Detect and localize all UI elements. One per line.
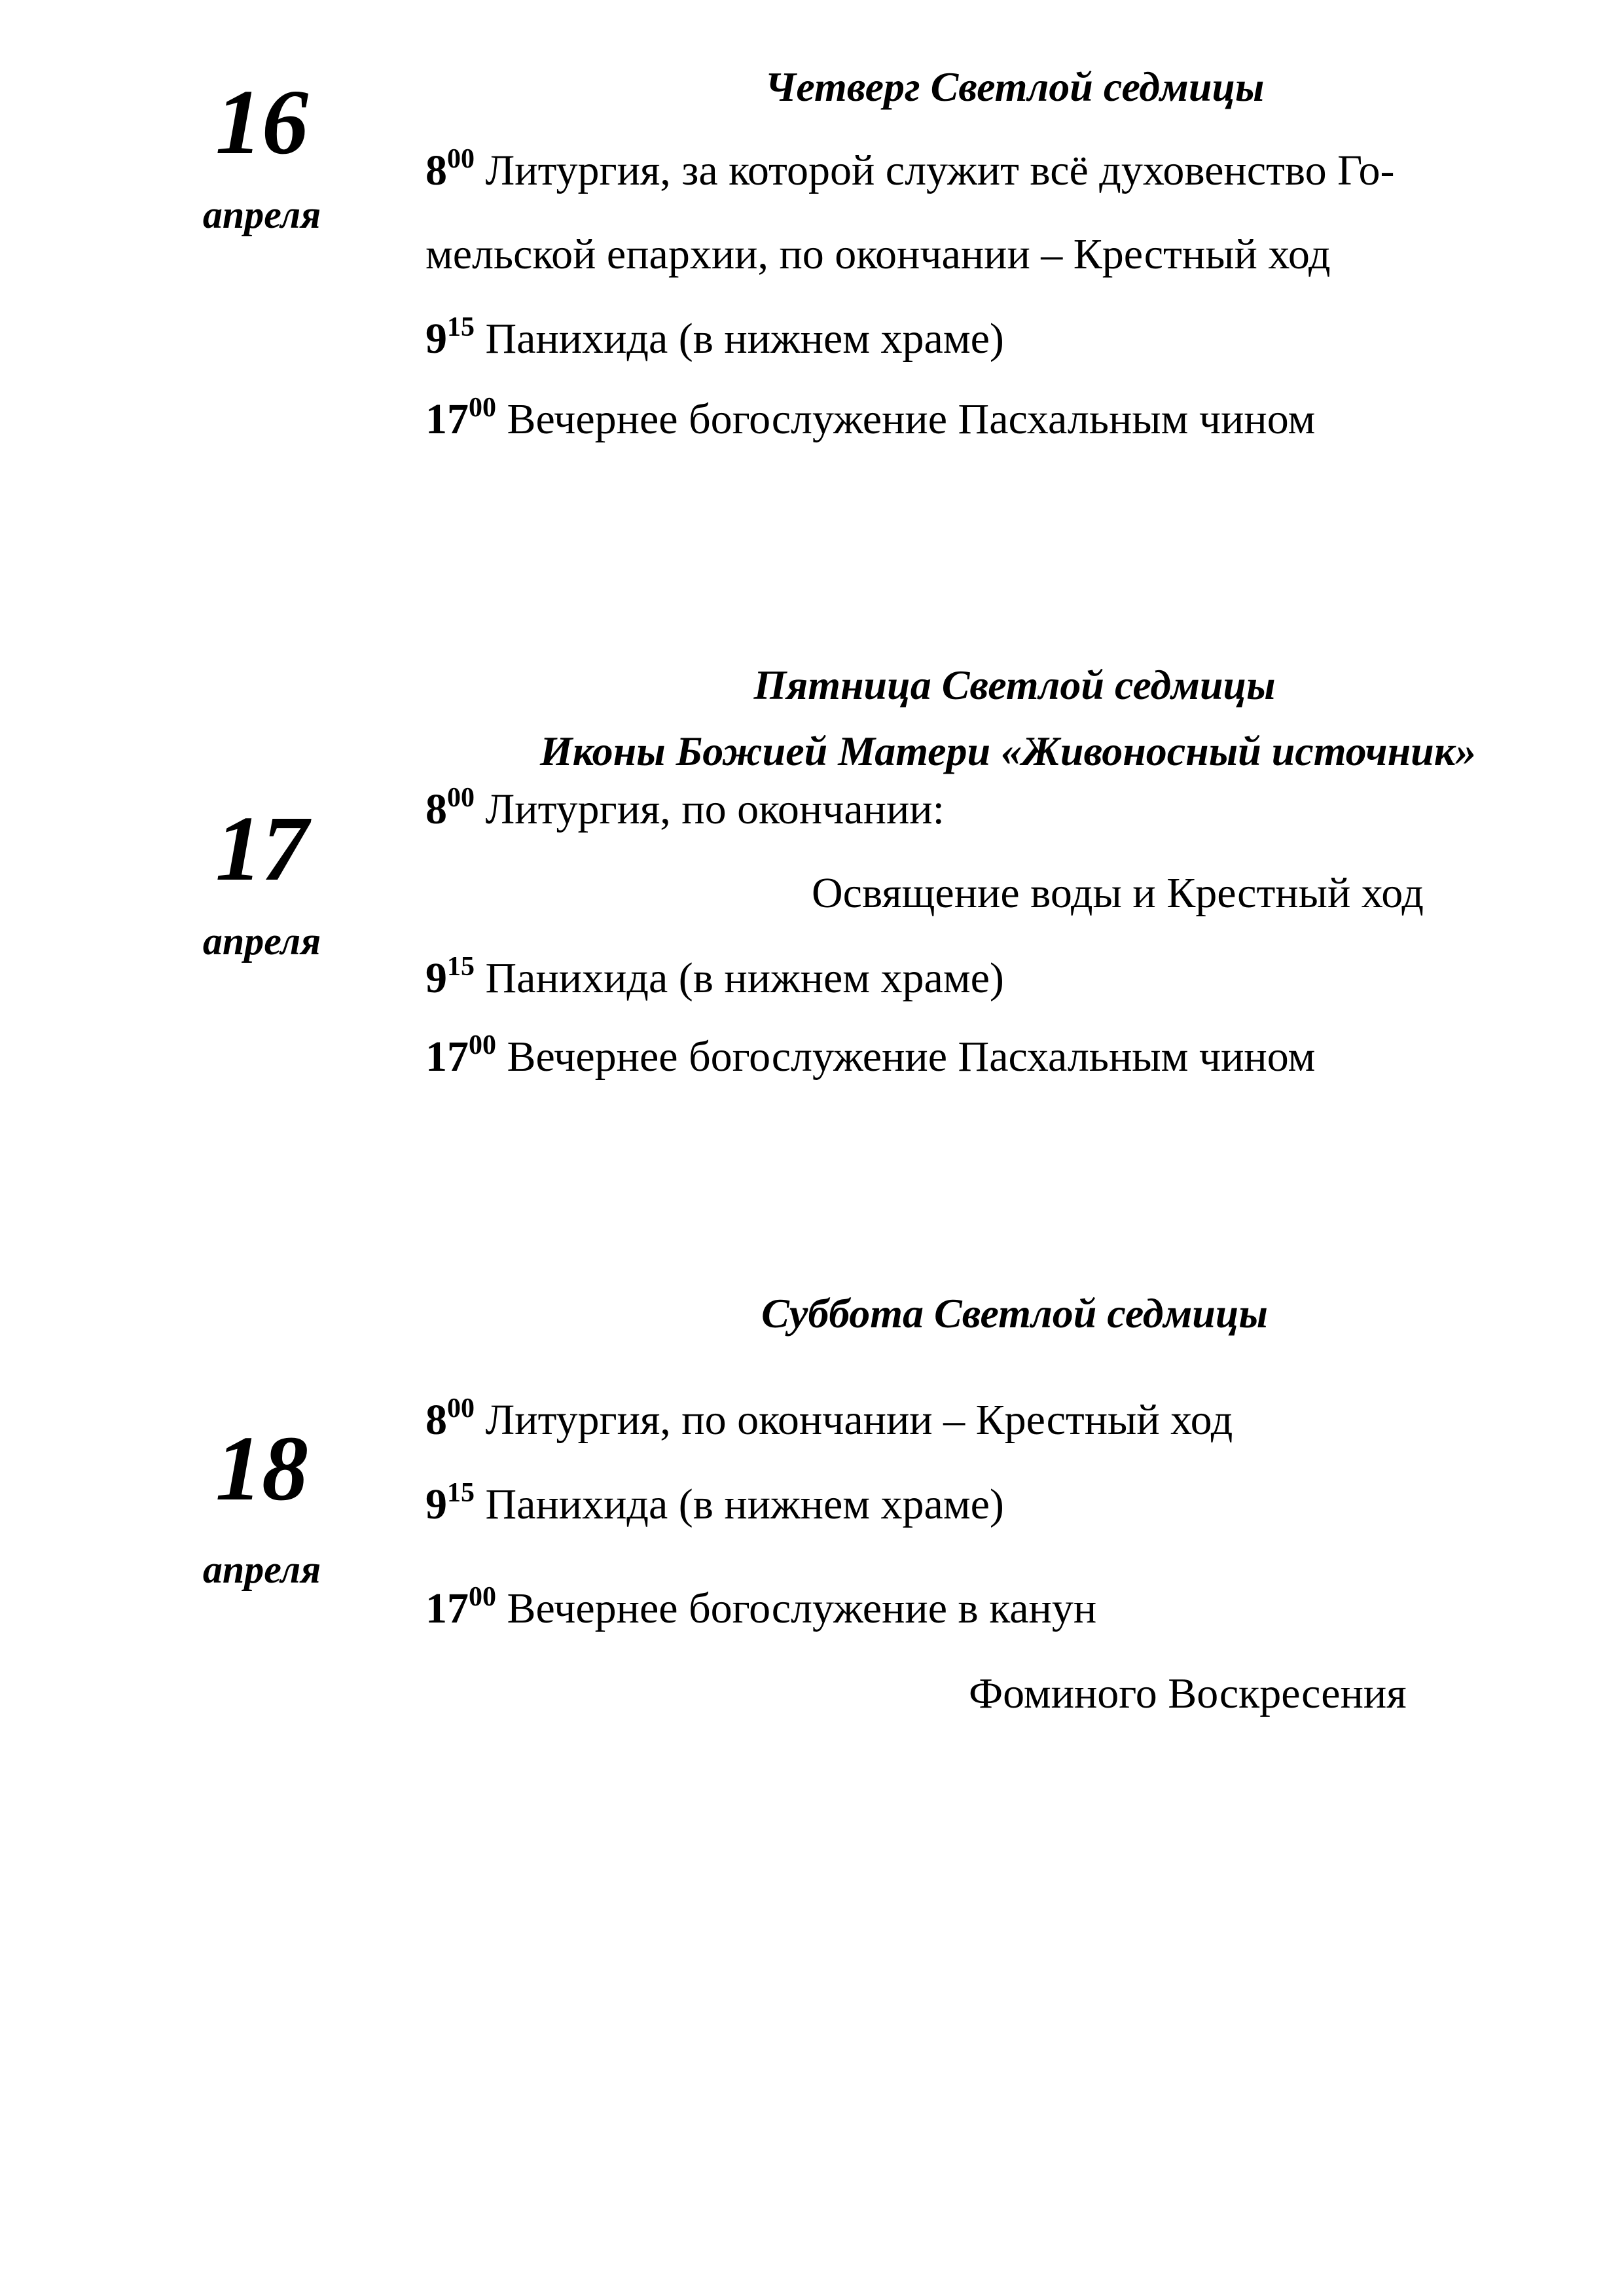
- service-minute: 15: [447, 952, 475, 982]
- day-heading: Суббота Светлой седмицы: [761, 1290, 1268, 1336]
- service-minute: 00: [469, 1030, 496, 1060]
- day-heading-feast: Иконы Божией Матери «Живоносный источник»: [539, 728, 1477, 774]
- service-line: [425, 952, 1004, 1002]
- service-line: [425, 393, 1316, 443]
- service-line: [425, 1030, 1316, 1081]
- service-text: Литургия, за которой служит всё духовенство Го-: [485, 147, 1395, 194]
- service-text: Литургия, по окончании:: [485, 785, 945, 833]
- service-line: [425, 312, 1004, 363]
- service-minute: 00: [447, 144, 475, 174]
- day-number: 17: [215, 797, 308, 900]
- service-text: Вечернее богослужение Пасхальным чином: [507, 395, 1316, 443]
- service-hour: 17: [425, 395, 469, 443]
- service-line-continuation: Фоминого Воскресения: [969, 1670, 1407, 1717]
- service-hour: 8: [425, 1396, 447, 1444]
- service-text: Панихида (в нижнем храме): [485, 954, 1004, 1002]
- service-line-continuation: мельской епархии, по окончании – Крестный ход: [425, 230, 1331, 278]
- service-text: Вечернее богослужение Пасхальным чином: [507, 1033, 1316, 1081]
- service-hour: 17: [425, 1033, 469, 1081]
- service-line: [425, 1478, 1004, 1528]
- day-number: 16: [215, 70, 308, 173]
- service-text: Вечернее богослужение в канун: [507, 1585, 1097, 1632]
- service-minute: 00: [447, 1393, 475, 1424]
- day-month: апреля: [202, 1548, 321, 1591]
- service-hour: 9: [425, 954, 447, 1002]
- service-line-continuation: Освящение воды и Крестный ход: [812, 869, 1424, 917]
- day-month: апреля: [202, 193, 321, 236]
- service-line: [425, 1393, 1233, 1444]
- service-hour: 8: [425, 147, 447, 194]
- service-text: Литургия, по окончании – Крестный ход: [485, 1396, 1233, 1444]
- service-minute: 00: [469, 393, 496, 423]
- day-heading: Пятница Светлой седмицы: [753, 662, 1276, 708]
- service-hour: 17: [425, 1585, 469, 1632]
- service-text: Панихида (в нижнем храме): [485, 315, 1004, 363]
- day-heading: Четверг Светлой седмицы: [765, 63, 1265, 110]
- service-minute: 00: [447, 783, 475, 813]
- service-minute: 15: [447, 312, 475, 342]
- day-month: апреля: [202, 920, 321, 963]
- service-hour: 9: [425, 1480, 447, 1528]
- service-line: [425, 783, 945, 833]
- service-text: Панихида (в нижнем храме): [485, 1480, 1004, 1528]
- service-hour: 9: [425, 315, 447, 363]
- service-minute: 15: [447, 1478, 475, 1508]
- day-number: 18: [215, 1416, 308, 1520]
- service-line: [425, 144, 1395, 194]
- service-minute: 00: [469, 1582, 496, 1612]
- service-line: [425, 1582, 1097, 1632]
- service-hour: 8: [425, 785, 447, 833]
